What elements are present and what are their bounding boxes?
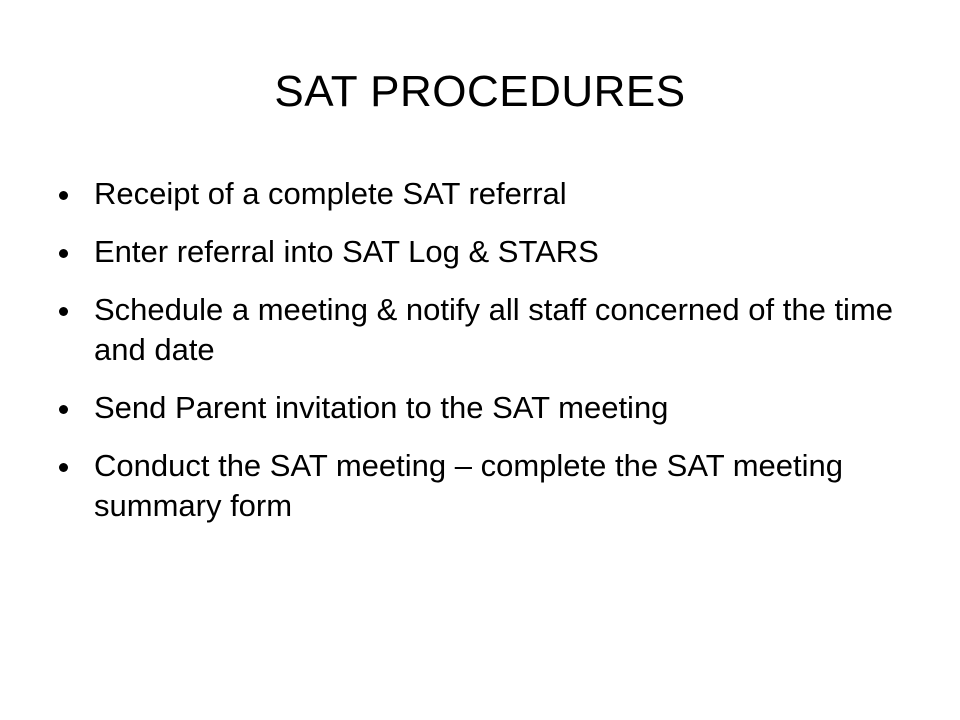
bullet-dot-icon <box>59 191 68 200</box>
bullet-dot-icon <box>59 249 68 258</box>
bullet-list <box>58 174 918 544</box>
slide-title: SAT PROCEDURES <box>274 67 686 116</box>
bullet-text: Conduct the SAT meeting – complete the SAT meeting summary form <box>94 448 844 523</box>
bullet-text: Receipt of a complete SAT referral <box>94 176 567 211</box>
bullet-text: Enter referral into SAT Log & STARS <box>94 234 599 269</box>
bullet-item-send-invitation <box>58 388 918 428</box>
bullet-item-conduct-meeting <box>58 446 918 526</box>
bullet-item-schedule-meeting <box>58 290 918 370</box>
bullet-dot-icon <box>59 307 68 316</box>
bullet-item-receipt <box>58 174 918 214</box>
bullet-dot-icon <box>59 463 68 472</box>
bullet-dot-icon <box>59 405 68 414</box>
bullet-text: Send Parent invitation to the SAT meeting <box>94 390 669 425</box>
bullet-text: Schedule a meeting & notify all staff concerned of the time and date <box>94 292 894 367</box>
bullet-item-enter-referral <box>58 232 918 272</box>
